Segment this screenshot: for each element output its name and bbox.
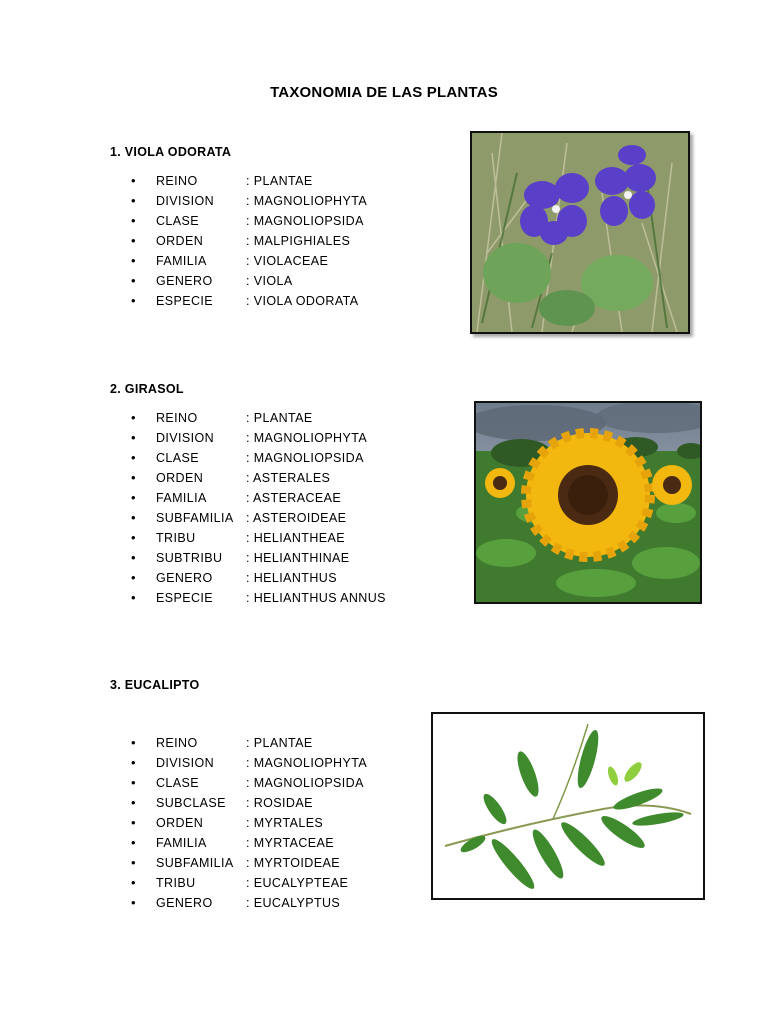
- taxonomy-row: [131, 753, 367, 773]
- taxonomy-rank: FAMILIA: [156, 836, 207, 850]
- taxonomy-value: : VIOLA: [246, 274, 293, 288]
- taxonomy-value: : ROSIDAE: [246, 796, 313, 810]
- taxonomy-value: : HELIANTHEAE: [246, 531, 345, 545]
- taxonomy-row: [131, 488, 386, 508]
- taxonomy-value: : PLANTAE: [246, 411, 313, 425]
- bullet-icon: •: [131, 410, 136, 425]
- taxonomy-value: : MAGNOLIOPSIDA: [246, 214, 364, 228]
- taxonomy-row: [131, 733, 367, 753]
- taxonomy-row: [131, 428, 386, 448]
- taxonomy-value: : VIOLA ODORATA: [246, 294, 359, 308]
- taxonomy-rank: SUBFAMILIA: [156, 511, 234, 525]
- taxonomy-row: [131, 211, 367, 231]
- bullet-icon: •: [131, 510, 136, 525]
- taxonomy-rank: REINO: [156, 174, 198, 188]
- taxonomy-rank: ESPECIE: [156, 591, 213, 605]
- taxonomy-rank: TRIBU: [156, 531, 196, 545]
- taxonomy-rank: DIVISION: [156, 194, 215, 208]
- taxonomy-row: [131, 853, 367, 873]
- taxonomy-rank: FAMILIA: [156, 491, 207, 505]
- violet-flower-image: [472, 133, 688, 332]
- taxonomy-row: [131, 468, 386, 488]
- taxonomy-value: : MYRTOIDEAE: [246, 856, 340, 870]
- taxonomy-row: [131, 813, 367, 833]
- taxonomy-row: [131, 528, 386, 548]
- taxonomy-value: : MAGNOLIOPSIDA: [246, 776, 364, 790]
- bullet-icon: •: [131, 815, 136, 830]
- bullet-icon: •: [131, 550, 136, 565]
- taxonomy-rank: ORDEN: [156, 816, 204, 830]
- taxonomy-list-girasol: [131, 408, 386, 608]
- taxonomy-value: : ASTERALES: [246, 471, 331, 485]
- taxonomy-row: [131, 873, 367, 893]
- taxonomy-value: : ASTEROIDEAE: [246, 511, 347, 525]
- sunflower-image: [476, 403, 700, 602]
- section-heading-viola: 1. VIOLA ODORATA: [110, 145, 232, 159]
- taxonomy-value: : MALPIGHIALES: [246, 234, 351, 248]
- bullet-icon: •: [131, 173, 136, 188]
- taxonomy-row: [131, 508, 386, 528]
- bullet-icon: •: [131, 193, 136, 208]
- page-title: TAXONOMIA DE LAS PLANTAS: [270, 84, 498, 101]
- eucalyptus-image: [433, 714, 703, 898]
- taxonomy-value: : MAGNOLIOPHYTA: [246, 756, 368, 770]
- taxonomy-rank: GENERO: [156, 274, 213, 288]
- taxonomy-rank: REINO: [156, 411, 198, 425]
- taxonomy-list-viola: [131, 171, 367, 311]
- taxonomy-row: [131, 171, 367, 191]
- taxonomy-value: : HELIANTHINAE: [246, 551, 350, 565]
- taxonomy-rank: SUBCLASE: [156, 796, 226, 810]
- taxonomy-value: : PLANTAE: [246, 736, 313, 750]
- bullet-icon: •: [131, 213, 136, 228]
- taxonomy-row: [131, 231, 367, 251]
- taxonomy-row: [131, 773, 367, 793]
- bullet-icon: •: [131, 253, 136, 268]
- taxonomy-rank: CLASE: [156, 451, 199, 465]
- bullet-icon: •: [131, 775, 136, 790]
- sunflower-photo: [474, 401, 702, 604]
- taxonomy-row: [131, 408, 386, 428]
- taxonomy-row: [131, 191, 367, 211]
- taxonomy-rank: GENERO: [156, 896, 213, 910]
- taxonomy-value: : PLANTAE: [246, 174, 313, 188]
- bullet-icon: •: [131, 530, 136, 545]
- taxonomy-row: [131, 833, 367, 853]
- taxonomy-rank: SUBTRIBU: [156, 551, 223, 565]
- taxonomy-value: : MYRTACEAE: [246, 836, 334, 850]
- taxonomy-rank: ORDEN: [156, 234, 204, 248]
- bullet-icon: •: [131, 233, 136, 248]
- taxonomy-value: : ASTERACEAE: [246, 491, 342, 505]
- bullet-icon: •: [131, 293, 136, 308]
- taxonomy-value: : EUCALYPTEAE: [246, 876, 349, 890]
- bullet-icon: •: [131, 273, 136, 288]
- taxonomy-row: [131, 893, 367, 913]
- taxonomy-rank: TRIBU: [156, 876, 196, 890]
- taxonomy-value: : MAGNOLIOPHYTA: [246, 194, 368, 208]
- taxonomy-row: [131, 271, 367, 291]
- bullet-icon: •: [131, 490, 136, 505]
- section-heading-eucalipto: 3. EUCALIPTO: [110, 678, 200, 692]
- bullet-icon: •: [131, 895, 136, 910]
- taxonomy-row: [131, 448, 386, 468]
- bullet-icon: •: [131, 875, 136, 890]
- taxonomy-row: [131, 568, 386, 588]
- taxonomy-value: : MYRTALES: [246, 816, 324, 830]
- taxonomy-rank: DIVISION: [156, 431, 215, 445]
- taxonomy-row: [131, 548, 386, 568]
- taxonomy-rank: CLASE: [156, 776, 199, 790]
- taxonomy-value: : EUCALYPTUS: [246, 896, 341, 910]
- bullet-icon: •: [131, 590, 136, 605]
- taxonomy-row: [131, 251, 367, 271]
- taxonomy-value: : HELIANTHUS: [246, 571, 337, 585]
- bullet-icon: •: [131, 855, 136, 870]
- taxonomy-value: : VIOLACEAE: [246, 254, 329, 268]
- bullet-icon: •: [131, 735, 136, 750]
- taxonomy-value: : HELIANTHUS ANNUS: [246, 591, 386, 605]
- taxonomy-rank: REINO: [156, 736, 198, 750]
- taxonomy-value: : MAGNOLIOPHYTA: [246, 431, 368, 445]
- taxonomy-value: : MAGNOLIOPSIDA: [246, 451, 364, 465]
- taxonomy-rank: SUBFAMILIA: [156, 856, 234, 870]
- bullet-icon: •: [131, 795, 136, 810]
- bullet-icon: •: [131, 835, 136, 850]
- taxonomy-row: [131, 793, 367, 813]
- bullet-icon: •: [131, 450, 136, 465]
- taxonomy-row: [131, 588, 386, 608]
- taxonomy-rank: CLASE: [156, 214, 199, 228]
- taxonomy-rank: ORDEN: [156, 471, 204, 485]
- taxonomy-row: [131, 291, 367, 311]
- bullet-icon: •: [131, 470, 136, 485]
- taxonomy-list-eucalipto: [131, 733, 367, 913]
- taxonomy-rank: FAMILIA: [156, 254, 207, 268]
- taxonomy-rank: ESPECIE: [156, 294, 213, 308]
- bullet-icon: •: [131, 755, 136, 770]
- taxonomy-rank: GENERO: [156, 571, 213, 585]
- bullet-icon: •: [131, 570, 136, 585]
- eucalyptus-branch-photo: [431, 712, 705, 900]
- violet-flower-photo: [470, 131, 690, 334]
- section-heading-girasol: 2. GIRASOL: [110, 382, 184, 396]
- taxonomy-rank: DIVISION: [156, 756, 215, 770]
- bullet-icon: •: [131, 430, 136, 445]
